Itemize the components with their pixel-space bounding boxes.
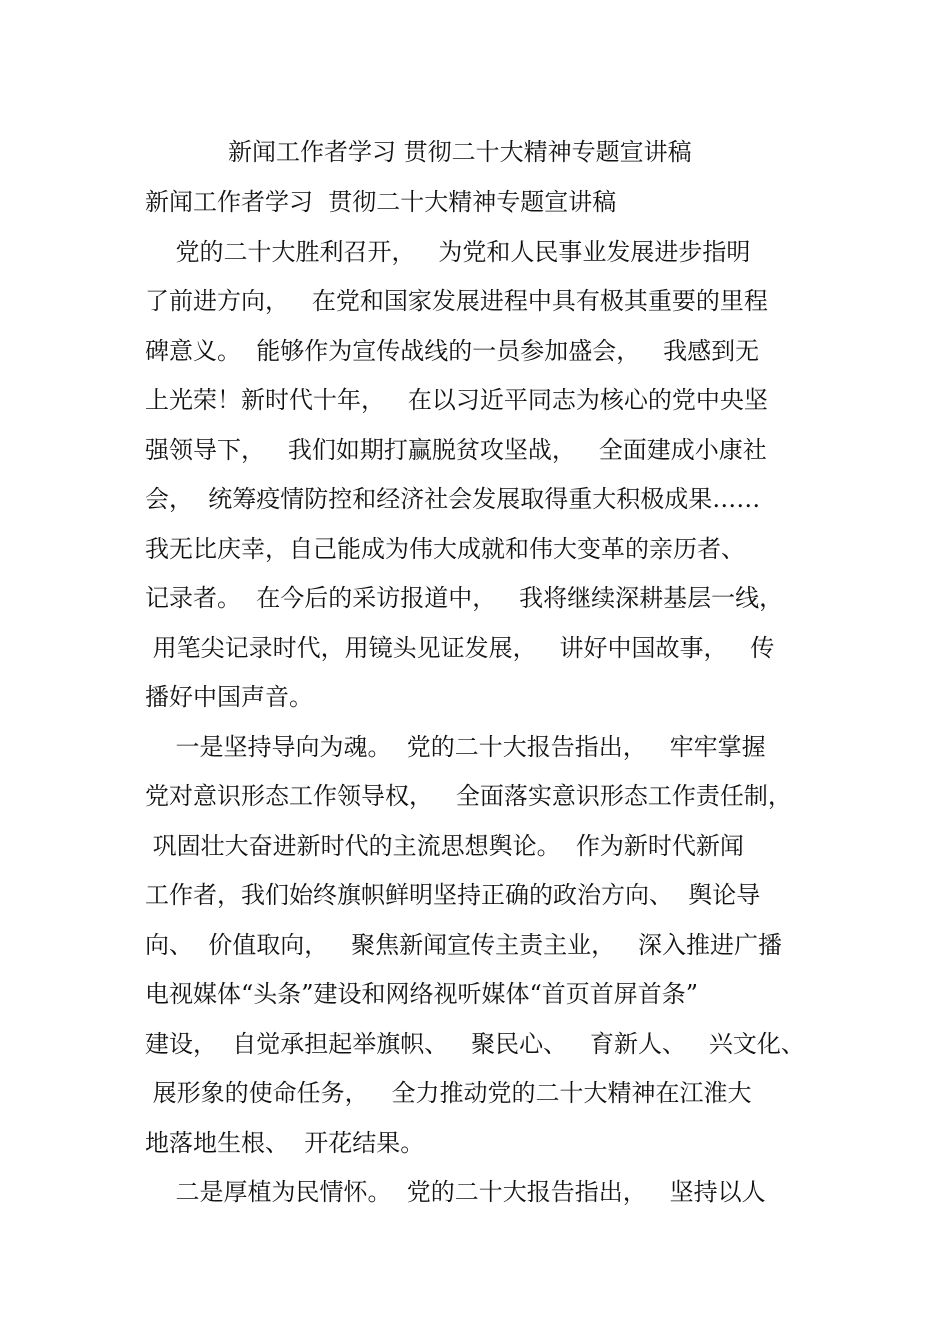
body-line: 巩固壮大奋进新时代的主流思想舆论。 作为新时代新闻 xyxy=(145,832,744,860)
body-line: 用笔尖记录时代，用镜头见证发展， 讲好中国故事， 传 xyxy=(145,634,775,662)
body-line: 播好中国声音。 xyxy=(145,683,313,711)
body-line: 二是厚植为民情怀。 党的二十大报告指出， 坚持以人 xyxy=(145,1178,766,1206)
body-line: 记录者。 在今后的采访报道中， 我将继续深耕基层一线， xyxy=(145,584,784,612)
body-line: 工作者，我们始终旗帜鲜明坚持正确的政治方向、 舆论导 xyxy=(145,881,761,909)
body-line: 会， 统筹疫情防控和经济社会发展取得重大积极成果…… xyxy=(145,485,761,513)
body-line: 向、 价值取向， 聚焦新闻宣传主责主业， 深入推进广播 xyxy=(145,931,783,959)
body-line: 展形象的使命任务， 全力推动党的二十大精神在江淮大 xyxy=(145,1079,752,1107)
body-line: 一是坚持导向为魂。 党的二十大报告指出， 牢牢掌握 xyxy=(145,733,766,761)
body-line: 强领导下， 我们如期打赢脱贫攻坚战， 全面建成小康社 xyxy=(145,436,767,464)
body-line: 碑意义。 能够作为宣传战线的一员参加盛会， 我感到无 xyxy=(145,337,760,365)
body-line: 了前进方向， 在党和国家发展进程中具有极其重要的里程 xyxy=(145,287,768,315)
body-line: 地落地生根、 开花结果。 xyxy=(145,1129,425,1157)
body-line: 上光荣！新时代十年， 在以习近平同志为核心的党中央坚 xyxy=(145,386,768,414)
body-line: 电视媒体“头条”建设和网络视听媒体“首页首屏首条” xyxy=(145,980,699,1008)
body-line: 新闻工作者学习 贯彻二十大精神专题宣讲稿 xyxy=(145,188,617,216)
body-line: 建设， 自觉承担起举旗帜、 聚民心、 育新人、 兴文化、 xyxy=(145,1030,805,1058)
body-line: 党的二十大胜利召开， 为党和人民事业发展进步指明 xyxy=(145,238,751,266)
body-line: 党对意识形态工作领导权， 全面落实意识形态工作责任制， xyxy=(145,782,792,810)
document-title: 新闻工作者学习 贯彻二十大精神专题宣讲稿 xyxy=(228,138,692,166)
body-line: 我无比庆幸，自己能成为伟大成就和伟大变革的亲历者、 xyxy=(145,535,745,563)
